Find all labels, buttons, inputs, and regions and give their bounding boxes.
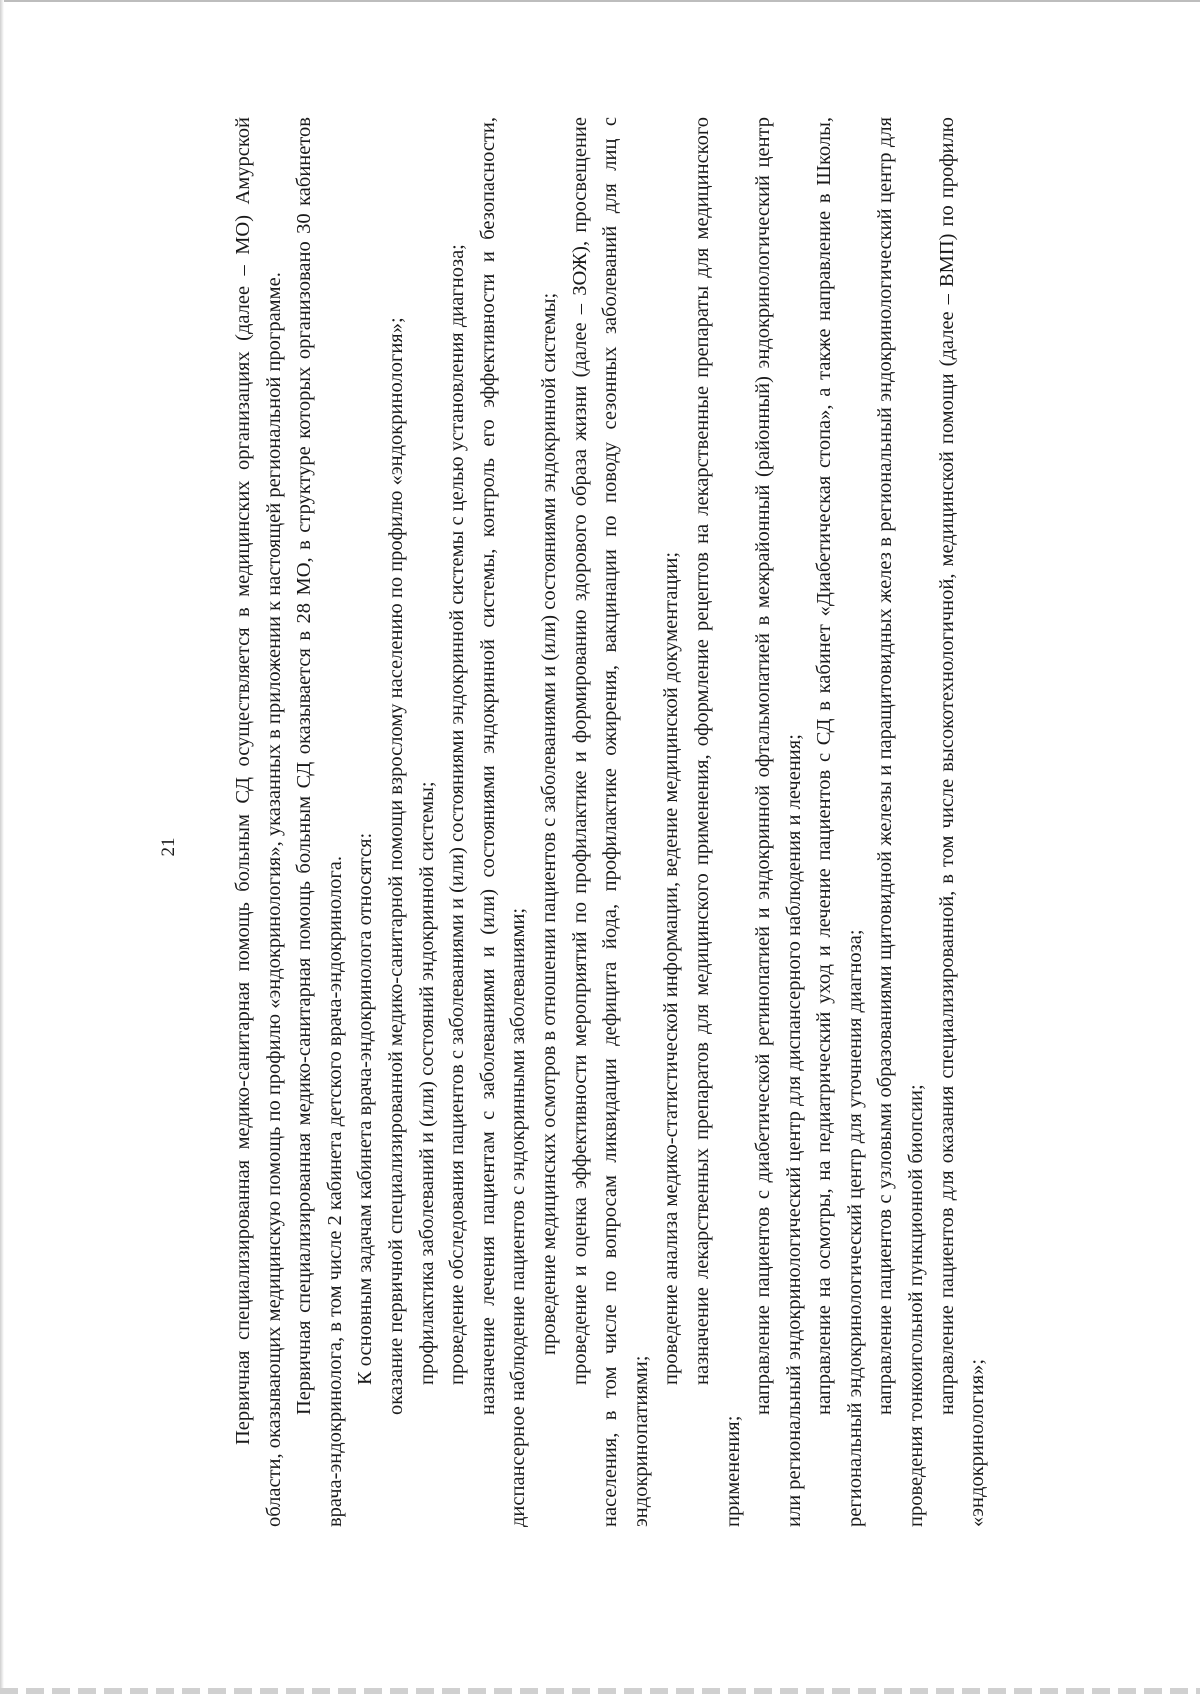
paragraph: оказание первичной специализированной медико-санитарной помощи взрослому населению по профилю «эндокринология»; [384, 317, 407, 1415]
paragraph: назначение лекарственных препаратов для медицинского применения, оформление рецептов на лекарственные препараты для медицинского применения; [690, 117, 744, 1527]
paragraph: направление на осмотры, на педиатрический уход и лечение пациентов с СД в кабинет «Диабетическая стопа», а также направление в Школы, региональный эндокринологический центр для уточнения диагноза; [813, 117, 866, 1527]
scan-edge-bottom [0, 1688, 1200, 1694]
paragraph: направление пациентов для оказания специализированной, в том числе высокотехнологичной, медицинской помощи (далее – ВМП) по профилю «эндокринология»; [935, 117, 989, 1527]
paragraph: проведение и оценка эффективности мероприятий по профилактике и формированию здорового образа жизни (далее – ЗОЖ), просвещение населения, в том числе по вопросам ликвидации дефицита йода, профилактике ожирения, вакцинации по поводу сезонных заболеваний для лиц с эндокринопатиями; [568, 117, 652, 1527]
document-text [228, 117, 993, 1527]
paragraph: проведение обследования пациентов с заболеваниями и (или) состояниями эндокринной системы с целью установления диагноза; [446, 244, 469, 1385]
paragraph: проведение анализа медико-статистической информации, ведение медицинской документации; [660, 551, 683, 1385]
paragraph: направление пациентов с узловыми образованиями щитовидной железы и паращитовидных желез в региональный эндокринологический центр для проведения тонкоигольной пункционной биопсии; [874, 117, 928, 1527]
paragraph: К основным задачам кабинета врача-эндокринолога относятся: [354, 832, 377, 1385]
paragraph: направление пациентов с диабетической ретинопатией и эндокринной офтальмопатией в межрайонный (районный) эндокринологический центр или региональный эндокринологический центр для диспансерного наблюдения и лечения; [752, 117, 805, 1527]
scan-edge-left [0, 0, 4, 1694]
rotated-document-body [150, 57, 1050, 1637]
paragraph: проведение медицинских осмотров в отношении пациентов с заболеваниями и (или) состояниями эндокринной системы; [537, 292, 560, 1355]
paragraph: назначение лечения пациентам с заболеваниями и (или) состояниями эндокринной системы, контроль его эффективности и безопасности, диспансерное наблюдение пациентов с эндокринными заболеваниями; [476, 117, 530, 1527]
scan-edge-top [0, 0, 1200, 2]
page-number: 21 [158, 837, 179, 857]
paragraph: профилактика заболеваний и (или) состояний эндокринной системы; [415, 781, 438, 1385]
paragraph: Первичная специализированная медико-санитарная помощь больным СД оказывается в 28 МО, в структуре которых организовано 30 кабинетов врача-эндокринолога, в том числе 2 кабинета детского врача-эндокринолога. [293, 117, 346, 1527]
paragraph: Первичная специализированная медико-санитарная помощь больным СД осуществляется в медицинских организациях (далее – МО) Амурской области, оказывающих медицинскую помощь по профилю «эндокринология», указанных в приложении к настоящей региональной программе. [232, 117, 285, 1527]
